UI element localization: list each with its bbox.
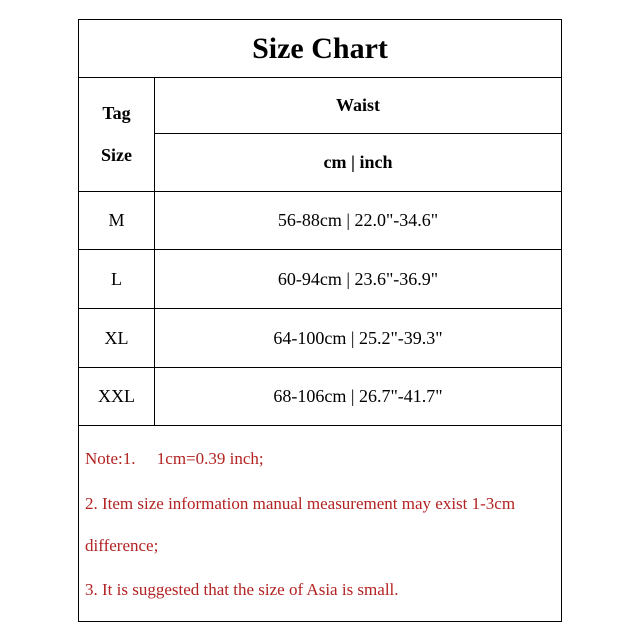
note-line: 2. Item size information manual measurement may exist 1-3cm: [85, 494, 516, 513]
waist-cell: 68-106cm | 26.7"-41.7": [273, 385, 443, 406]
size-cell: XXL: [79, 367, 155, 425]
size-cell: L: [79, 250, 155, 308]
size-chart-table: [78, 19, 562, 622]
size-cell: XL: [79, 309, 155, 367]
waist-header: Waist: [155, 77, 561, 134]
waist-cell: 56-88cm | 22.0"-34.6": [277, 209, 439, 230]
tag-header-line2: Size: [101, 145, 132, 165]
waist-cell: 60-94cm | 23.6"-36.9": [277, 268, 439, 289]
tag-header-line1: Tag: [102, 103, 131, 123]
note-line: difference;: [85, 536, 159, 555]
table-row: [79, 250, 561, 309]
size-cell: M: [79, 191, 155, 249]
units-header: cm | inch: [155, 134, 561, 192]
note-line: Note:1. 1cm=0.39 inch;: [85, 449, 264, 468]
tag-size-header: [79, 77, 155, 192]
table-row: [79, 309, 561, 368]
chart-title: Size Chart: [79, 20, 561, 78]
notes-section: [79, 425, 561, 621]
table-row: [79, 191, 561, 250]
waist-cell: 64-100cm | 25.2"-39.3": [273, 327, 443, 348]
table-row: [79, 367, 561, 426]
note-line: 3. It is suggested that the size of Asia is small.: [85, 580, 399, 599]
